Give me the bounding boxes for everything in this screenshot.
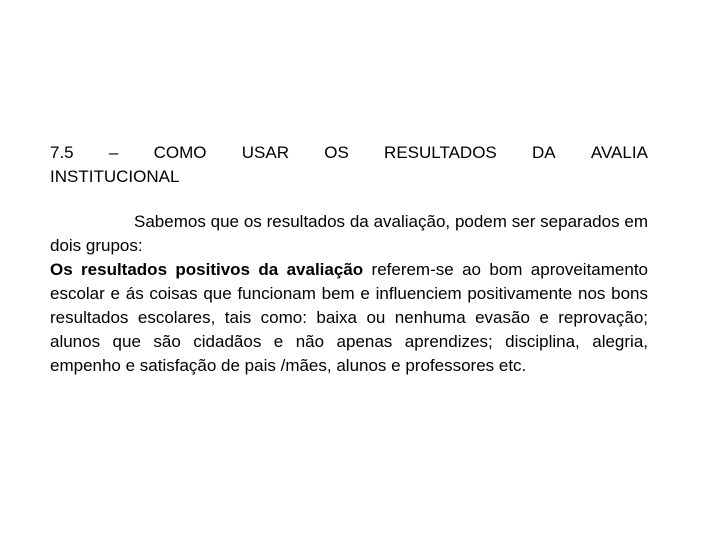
heading-word: – <box>108 143 119 162</box>
heading-line-1 <box>50 141 648 165</box>
heading-word: DA <box>532 143 556 162</box>
heading-word: OS <box>324 143 349 162</box>
intro-paragraph: Sabemos que os resultados da avaliação, podem ser separados em dois grupos: <box>50 212 648 255</box>
heading-word: 7.5 <box>50 143 74 162</box>
heading-word: AVALIA <box>590 143 648 162</box>
heading-word: USAR <box>241 143 289 162</box>
section-heading <box>50 141 648 189</box>
heading-line-2: INSTITUCIONAL <box>50 167 180 186</box>
positive-results-description: referem-se ao bom aproveitamento escolar e ás coisas que funcionam bem e influenciem positivamente nos bons resultados escolares, tais como: baixa ou nenhuma evasão e reprovação; alunos que são cidadãos e não apenas aprendizes; disciplina, alegria, empenho e satisfação de pais /mães, alunos e professores etc. <box>50 260 648 375</box>
body-text <box>50 210 648 378</box>
positive-results-paragraph <box>50 258 648 378</box>
heading-word: RESULTADOS <box>384 143 497 162</box>
positive-results-term: Os resultados positivos da avaliação <box>50 260 364 279</box>
heading-word: COMO <box>153 143 207 162</box>
